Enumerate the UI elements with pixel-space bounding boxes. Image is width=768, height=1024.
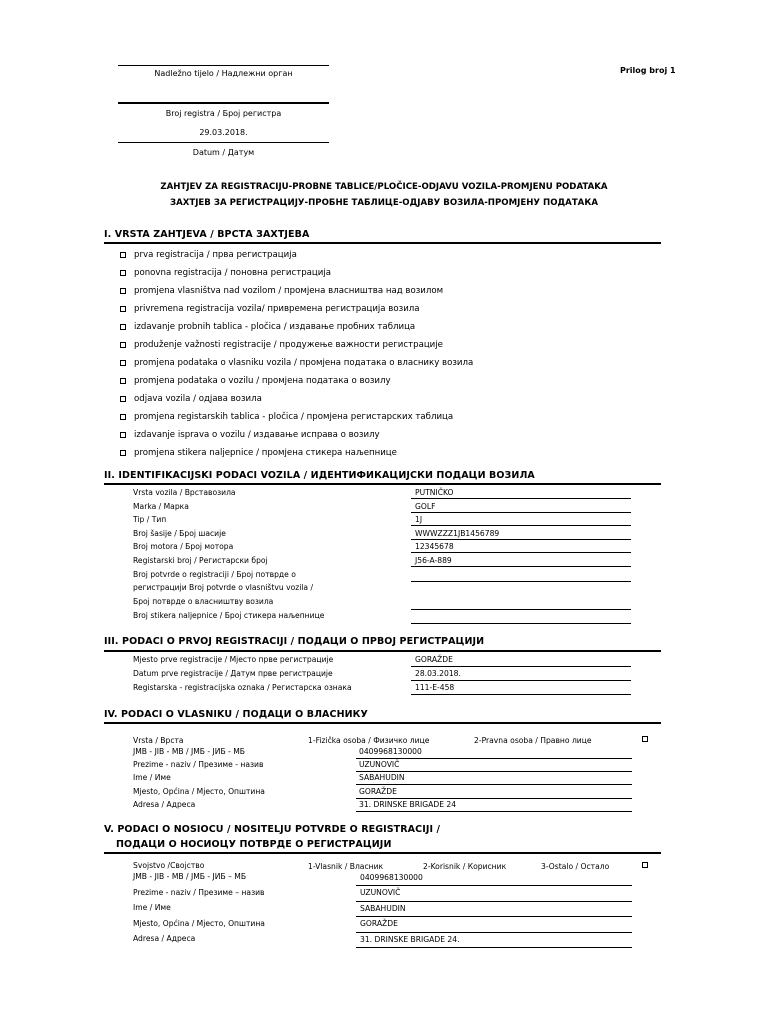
vehicle-field-value[interactable]: 12345678 — [415, 542, 454, 552]
request-type-option[interactable] — [120, 304, 420, 314]
owner-field-value[interactable]: 0409968130000 — [359, 747, 422, 756]
first-reg-field-value[interactable]: GORAŽDE — [415, 655, 453, 664]
option-label: izdavanje probnih tablica - pločica / издавање пробних таблица — [134, 322, 416, 332]
holder-field-label: Prezime - naziv / Презиме – назив — [133, 887, 265, 897]
owner-field-label: Adresa / Адреса — [133, 799, 196, 809]
owner-option-legal-person[interactable]: 2-Pravna osoba / Правно лице — [474, 736, 592, 745]
option-checkbox[interactable] — [120, 432, 126, 438]
section-1-title: I. VRSTA ZAHTJEVA / ВРСТА ЗАХТЈЕВА — [104, 229, 310, 240]
vehicle-field-label: Vrsta vozila / Врставозила — [133, 488, 236, 497]
vehicle-field-line — [411, 525, 631, 526]
owner-field-line — [356, 811, 632, 812]
section-5-rule — [104, 852, 661, 854]
date-value[interactable]: 29.03.2018. — [199, 128, 248, 137]
owner-field-label: Ime / Име — [133, 773, 171, 783]
vehicle-field-label: Tip / Тип — [133, 515, 167, 525]
holder-type-checkbox[interactable] — [642, 862, 648, 868]
owner-type-checkbox[interactable] — [642, 736, 648, 742]
first-reg-field-label: Registarska - registracijska oznaka / Регистарска ознака — [133, 683, 352, 692]
register-line[interactable] — [118, 102, 329, 104]
option-checkbox[interactable] — [120, 450, 126, 456]
holder-type-label: Svojstvo /Својство — [133, 861, 205, 870]
holder-field-line — [356, 901, 632, 902]
owner-field-value[interactable]: GORAŽDE — [359, 786, 397, 796]
section-5-title-line-1: V. PODACI O NOSIOCU / NOSITELJU POTVRDE O REGISTRACIJI / — [104, 824, 441, 835]
first-reg-field-line — [411, 694, 631, 695]
owner-field-line — [356, 758, 632, 759]
holder-option-user[interactable]: 2-Korisnik / Корисник — [423, 862, 507, 871]
option-checkbox[interactable] — [120, 396, 126, 402]
request-type-option[interactable] — [120, 376, 391, 386]
request-type-option[interactable] — [120, 322, 415, 332]
option-checkbox[interactable] — [120, 252, 126, 258]
owner-field-value[interactable]: UZUNOVIČ — [359, 760, 400, 770]
register-label: Broj registra / Број регистра — [165, 109, 282, 118]
vehicle-field-line — [411, 498, 631, 499]
option-label: izdavanje isprava o vozilu / издавање исправа о возилу — [134, 430, 380, 440]
option-checkbox[interactable] — [120, 378, 126, 384]
option-checkbox[interactable] — [120, 288, 126, 294]
section-1-rule — [104, 242, 661, 244]
sticker-label: Broj stikera naljepnice / Број стикера наљепнице — [133, 611, 325, 620]
title-cyrillic: ЗАХТЈЕВ ЗА РЕГИСТРАЦИЈУ-ПРОБНЕ ТАБЛИЦЕ-ОДЈАВУ ВОЗИЛА-ПРОМЈЕНУ ПОДАТАКА — [169, 198, 599, 208]
owner-field-label: Mjesto, Općina / Мјесто, Општина — [133, 786, 265, 796]
owner-field-value[interactable]: 31. DRINSKE BRIGADE 24 — [359, 799, 457, 809]
confirmation-field-line[interactable] — [411, 581, 631, 582]
owner-field-label: Prezime - naziv / Презиме - назив — [133, 760, 264, 770]
option-checkbox[interactable] — [120, 414, 126, 420]
authority-label: Nadležno tijelo / Надлежни орган — [154, 69, 293, 78]
holder-field-label: Ime / Име — [133, 903, 171, 912]
vehicle-field-label: Registarski broj / Регистарски број — [133, 556, 268, 565]
holder-field-line — [356, 947, 632, 948]
owner-field-line — [356, 771, 632, 772]
holder-field-line — [356, 932, 632, 933]
request-type-option[interactable] — [120, 340, 443, 350]
holder-field-label: Adresa / Адреса — [133, 934, 196, 943]
request-type-option[interactable] — [120, 268, 331, 278]
request-type-option[interactable] — [120, 286, 443, 296]
sticker-field-line[interactable] — [411, 623, 631, 624]
option-label: odjava vozila / одјава возила — [134, 394, 262, 404]
section-3-rule — [104, 650, 661, 652]
vehicle-field-line — [411, 539, 631, 540]
holder-field-label: JMB - JIB - MB / ЈМБ - ЈИБ – МБ — [133, 872, 247, 881]
confirmation-field-line-2[interactable] — [411, 609, 631, 610]
section-5-title-line-2: ПОДАЦИ О НОСИОЦУ ПОТВРДЕ О РЕГИСТРАЦИЈИ — [116, 839, 392, 850]
option-checkbox[interactable] — [120, 342, 126, 348]
first-reg-field-line — [411, 680, 631, 681]
attachment-label: Prilog broj 1 — [620, 66, 676, 75]
option-label: ponovna registracija / поновна регистрација — [134, 268, 332, 278]
title-latin: ZAHTJEV ZA REGISTRACIJU-PROBNE TABLICE/PLOČICE-ODJAVU VOZILA-PROMJENU PODATAKA — [160, 182, 608, 192]
vehicle-field-value[interactable]: 1J — [415, 515, 423, 525]
section-2-rule — [104, 483, 661, 485]
vehicle-field-value[interactable]: WWWZZZ1JB1456789 — [415, 528, 500, 538]
section-2-title: II. IDENTIFIKACIJSKI PODACI VOZILA / ИДЕНТИФИКАЦИЈСКИ ПОДАЦИ ВОЗИЛА — [104, 470, 535, 481]
vehicle-field-line — [411, 552, 631, 553]
date-label: Datum / Датум — [192, 148, 255, 157]
holder-option-other[interactable]: 3-Ostalo / Остало — [541, 862, 610, 871]
owner-type-label: Vrsta / Врста — [133, 736, 184, 745]
holder-field-value[interactable]: GORAŽDE — [360, 919, 398, 928]
request-type-option[interactable] — [120, 448, 397, 458]
vehicle-field-line — [411, 566, 631, 567]
holder-field-line — [356, 885, 632, 886]
option-label: promjena stikera naljepnice / промјена стикера наљепнице — [134, 448, 397, 458]
option-checkbox[interactable] — [120, 306, 126, 312]
first-reg-field-line — [411, 666, 631, 667]
vehicle-field-label: Marka / Марка — [133, 501, 189, 511]
request-type-option[interactable] — [120, 358, 473, 368]
request-type-option[interactable] — [120, 412, 453, 422]
holder-field-line — [356, 916, 632, 917]
option-checkbox[interactable] — [120, 360, 126, 366]
request-type-option[interactable] — [120, 430, 380, 440]
holder-field-value[interactable]: 0409968130000 — [360, 872, 423, 882]
option-label: promjena registarskih tablica - pločica / промјена регистарских таблица — [134, 412, 454, 422]
option-checkbox[interactable] — [120, 324, 126, 330]
authority-top-line — [118, 65, 329, 66]
first-reg-field-value[interactable]: 28.03.2018. — [415, 669, 461, 678]
option-label: promjena vlasništva nad vozilom / промјена власништва над возилом — [134, 286, 444, 296]
section-3-title: III. PODACI O PRVOJ REGISTRACIJI / ПОДАЦИ О ПРВОЈ РЕГИСТРАЦИЈИ — [104, 636, 485, 647]
confirmation-label-3: Број потврде о власништву возила — [133, 597, 274, 606]
option-label: prva registracija / прва регистрација — [134, 250, 297, 260]
vehicle-field-line — [411, 512, 631, 513]
request-type-option[interactable] — [120, 250, 297, 260]
section-4-title: IV. PODACI O VLASNIKU / ПОДАЦИ О ВЛАСНИКУ — [104, 709, 368, 720]
option-label: promjena podataka o vlasniku vozila / промјена података о власнику возила — [134, 358, 474, 368]
owner-field-value[interactable]: SABAHUDIN — [359, 773, 405, 783]
option-label: produženje važnosti registracije / продужење важности регистрације — [134, 340, 443, 350]
vehicle-field-value[interactable]: GOLF — [415, 501, 436, 511]
holder-option-owner[interactable]: 1-Vlasnik / Власник — [308, 862, 384, 871]
owner-field-line — [356, 784, 632, 785]
vehicle-field-value[interactable]: PUTNIČKO — [415, 488, 454, 497]
holder-field-value[interactable]: 31. DRINSKE BRIGADE 24. — [360, 934, 460, 944]
vehicle-field-label: Broj motora / Број мотора — [133, 542, 234, 552]
owner-field-line — [356, 798, 632, 799]
owner-option-natural-person[interactable]: 1-Fizička osoba / Физичко лице — [308, 736, 430, 745]
first-reg-field-label: Mjesto prve registracije / Мјесто прве регистрације — [133, 655, 334, 664]
option-checkbox[interactable] — [120, 270, 126, 276]
date-line — [118, 142, 329, 143]
holder-field-value[interactable]: UZUNOVIČ — [360, 888, 401, 897]
option-label: promjena podataka o vozilu / промјена података о возилу — [134, 376, 391, 386]
request-type-option[interactable] — [120, 394, 262, 404]
holder-field-label: Mjesto, Općina / Мјесто, Општина — [133, 918, 265, 928]
holder-field-value[interactable]: SABAHUDIN — [360, 903, 406, 913]
vehicle-field-label: Broj šasije / Број шасије — [133, 528, 226, 538]
owner-field-label: JMB - JIB - MB / ЈМБ - ЈИБ - МБ — [133, 747, 246, 756]
confirmation-label-1: Broj potvrde o registraciji / Број потврде о — [133, 570, 296, 579]
section-4-rule — [104, 722, 661, 724]
option-label: privremena registracija vozila/ привремена регистрација возила — [134, 304, 420, 314]
first-reg-field-value[interactable]: 111-E-458 — [415, 683, 455, 692]
confirmation-label-2: регистрацији Broj potvrde o vlasništvu vozila / — [133, 583, 314, 592]
first-reg-field-label: Datum prve registracije / Датум прве регистрације — [133, 669, 333, 678]
vehicle-field-value[interactable]: J56-A-889 — [415, 556, 452, 565]
